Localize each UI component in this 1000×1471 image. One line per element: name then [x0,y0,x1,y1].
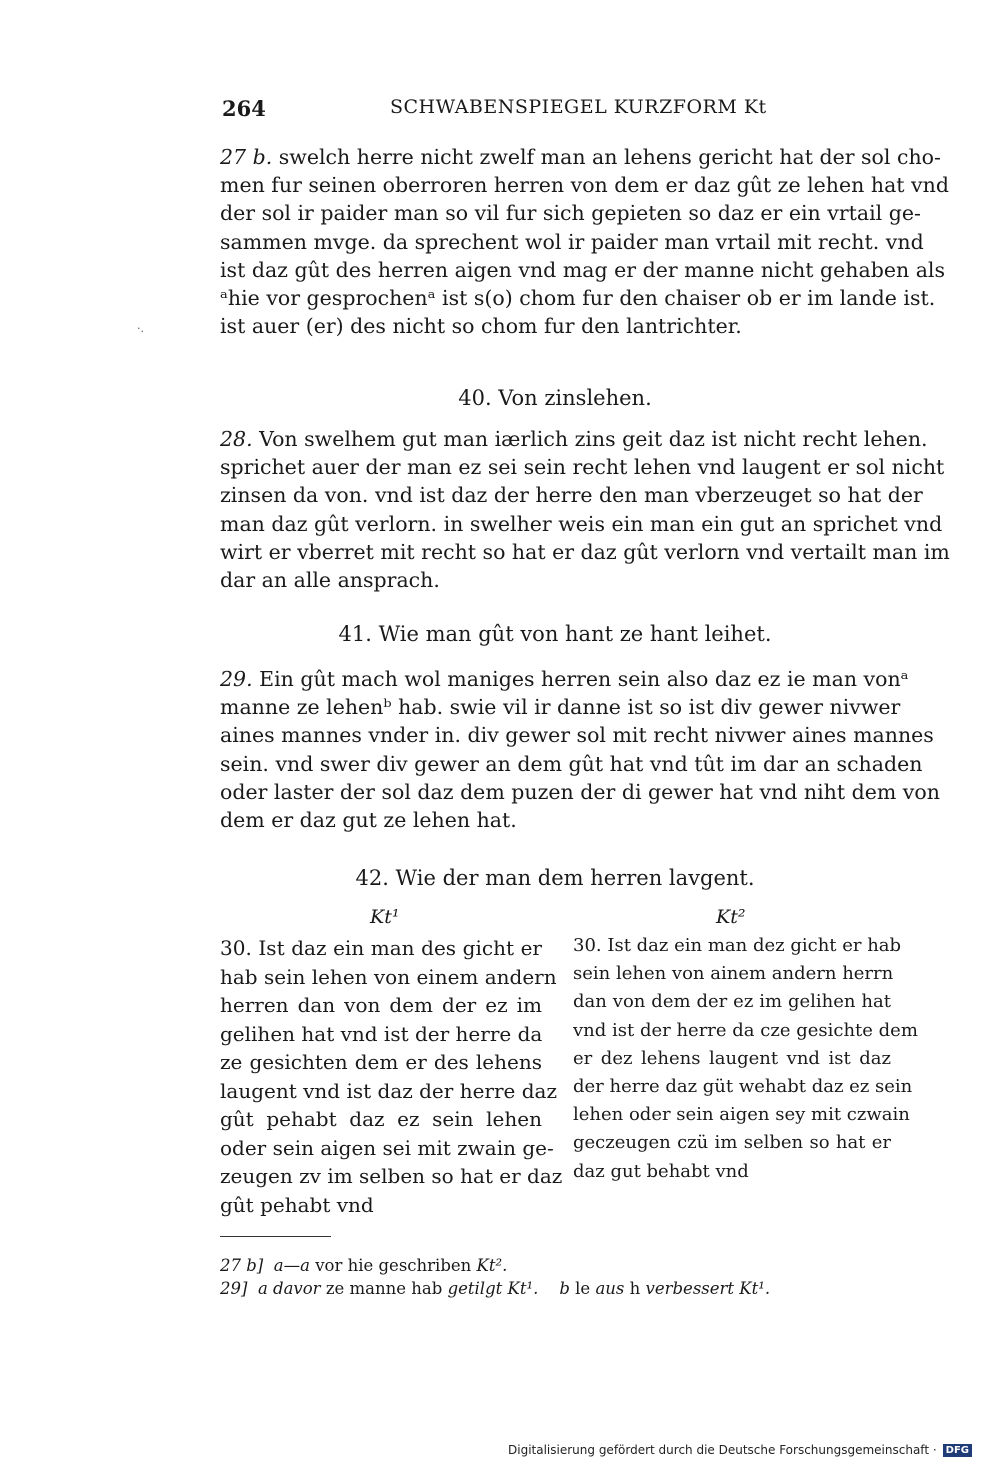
running-title: SCHWABENSPIEGEL KURZFORM Kt [390,96,767,118]
text-line: sein lehen von ainem andern herrn [573,963,894,985]
text-line: zeugen zv im selben so hat er daz [220,1164,563,1188]
text-line: daz gut behabt vnd [573,1160,749,1182]
text-line: herren dan von dem der ez im [220,993,542,1017]
text-line: sprichet auer der man ez sei sein recht lehen vnd laugent er sol nicht [220,455,945,480]
paragraph-number: 28. [220,427,253,451]
text-line: lehen oder sein aigen sey mit czwain [573,1104,910,1126]
text-line: dar an alle ansprach. [220,568,440,593]
section-heading-41: 41. Wie man gût von hant ze hant leihet. [338,622,772,646]
column-kt1 [220,934,563,1219]
margin-mark: ·. [137,322,144,335]
paragraph-number: 27 b. [220,145,273,169]
text-line: er dez lehens laugent vnd ist daz [573,1047,891,1069]
text-line: der sol ir paider man so vil fur sich gepieten so daz er ein vrtail ge- [220,201,921,226]
text-line: 30. Ist daz ein man des gicht er [220,936,542,960]
text-line: men fur seinen oberroren herren von dem er daz gût ze lehen hat vnd [220,173,949,198]
funding-text: Digitalisierung gefördert durch die Deutsche Forschungsgemeinschaft · [508,1443,937,1457]
text-line: laugent vnd ist daz der herre daz [220,1078,557,1103]
text-line: 30. Ist daz ein man dez gicht er hab [573,935,902,956]
footnote-rule [220,1236,331,1237]
section-heading-42: 42. Wie der man dem herren lavgent. [355,866,755,890]
footnotes [220,1254,770,1300]
page-header [222,96,890,126]
text-line: vnd ist der herre da cze gesichte dem [573,1019,918,1041]
text-line: ze gesichten dem er des lehens [220,1050,542,1074]
footnote-29: 29] a davor ze manne hab getilgt Kt¹. b le aus h verbessert Kt¹. [220,1279,771,1298]
paragraph-27b [220,143,949,340]
text-line: sammen mvge. da sprechent wol ir paider man vrtail mit recht. vnd [220,229,924,254]
text-line: 27 b. swelch herre nicht zwelf man an lehens gericht hat der sol cho- [220,145,941,169]
section-heading-40: 40. Von zinslehen. [458,386,652,410]
text-line: 28. Von swelhem gut man iærlich zins geit daz ist nicht recht lehen. [220,427,928,451]
text-line: der herre daz güt wehabt daz ez sein [573,1076,913,1098]
column-kt2 [573,932,918,1186]
text-line: manne ze lehenᵇ hab. swie vil ir danne ist so ist div gewer nivwer [220,695,901,720]
text-line: man daz gût verlorn. in swelher weis ein man ein gut an sprichet vnd [220,511,943,536]
text-line: aines mannes vnder in. div gewer sol mit recht nivwer aines mannes [220,723,934,748]
page-number: 264 [222,96,266,121]
text-line: ist daz gût des herren aigen vnd mag er der manne nicht gehaben als [220,257,946,282]
footnote-27b: 27 b] a—a vor hie geschriben Kt². [220,1256,508,1275]
text-line: ᵃhie vor gesprochenᵃ ist s(o) chom fur den chaiser ob er im lande ist. [220,286,936,311]
text-line: gût pehabt vnd [220,1192,374,1217]
text-line: gût pehabt daz ez sein lehen [220,1107,542,1131]
text-line: ist auer (er) des nicht so chom fur den lantrichter. [220,314,742,339]
paragraph-28 [220,425,950,594]
siglum-kt2: Kt² [716,906,746,928]
funding-footer [508,1443,972,1457]
text-line: oder sein aigen sei mit zwain ge- [220,1135,554,1160]
text-line: wirt er vberret mit recht so hat er daz gût verlorn vnd vertailt man im [220,539,950,564]
text-line: dem er daz gut ze lehen hat. [220,808,517,833]
text-line: gelihen hat vnd ist der herre da [220,1021,543,1046]
text-line: oder laster der sol daz dem puzen der di gewer hat vnd niht dem von [220,779,940,804]
text-line: geczeugen czü im selben so hat er [573,1132,891,1154]
text-line: 29. Ein gût mach wol maniges herren sein also daz ez ie man vonᵃ [220,667,909,691]
paragraph-29 [220,665,940,834]
text-line: dan von dem der ez im gelihen hat [573,991,891,1013]
text-line: sein. vnd swer div gewer an dem gût hat vnd tût im dar an schaden [220,751,923,776]
siglum-kt1: Kt¹ [370,906,400,928]
text-line: hab sein lehen von einem andern [220,964,557,989]
text-line: zinsen da von. vnd ist daz der herre den man vberzeuget so hat der [220,483,923,508]
paragraph-number: 29. [220,667,253,691]
dfg-logo-icon: DFG [943,1444,972,1457]
